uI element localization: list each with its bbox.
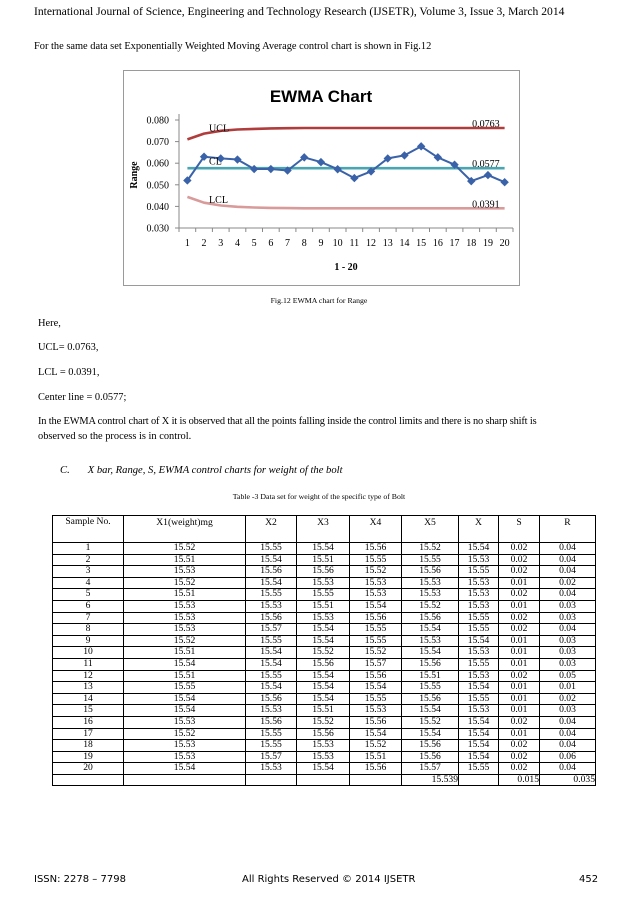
- table-cell: 15.53: [402, 577, 459, 589]
- table-cell: 0.03: [540, 658, 596, 670]
- table-cell: 0.04: [540, 543, 596, 555]
- table-cell: 15.53: [297, 577, 350, 589]
- x-tick-label: 18: [466, 238, 477, 249]
- x-axis-label: 1 - 20: [334, 262, 358, 273]
- table-cell: 0.01: [499, 658, 540, 670]
- table-cell: 10: [53, 647, 124, 659]
- ewma-data-point: [500, 178, 508, 186]
- table-cell: 15.55: [246, 728, 297, 740]
- table-cell: 15.54: [246, 682, 297, 694]
- column-header: X1(weight)mg: [124, 516, 246, 543]
- chart-title: EWMA Chart: [269, 87, 373, 106]
- table-cell: 18: [53, 740, 124, 752]
- table-cell: 15.55: [459, 624, 499, 636]
- table-cell: 15.53: [350, 577, 402, 589]
- ewma-data-point: [317, 158, 325, 166]
- table-cell: 15.53: [402, 635, 459, 647]
- table-cell: 15.55: [350, 635, 402, 647]
- x-tick-label: 7: [285, 238, 291, 249]
- table-cell: 15.55: [124, 682, 246, 694]
- table-cell: 11: [53, 658, 124, 670]
- table-caption: Table -3 Data set for weight of the specific type of Bolt: [232, 492, 406, 501]
- table-row: [53, 624, 596, 636]
- table-cell: 15.54: [459, 740, 499, 752]
- table-cell: 15.51: [402, 670, 459, 682]
- control-line-label: LCL: [209, 195, 228, 207]
- table-row: [53, 728, 596, 740]
- table-cell: 15.55: [459, 566, 499, 578]
- table-cell: 15.53: [297, 612, 350, 624]
- table-cell: 15.53: [297, 751, 350, 763]
- table-cell: 0.02: [540, 693, 596, 705]
- table-cell: 0.01: [499, 635, 540, 647]
- ewma-data-point: [350, 174, 358, 182]
- table-row: [53, 566, 596, 578]
- figure-caption: Fig.12 EWMA chart for Range: [270, 296, 368, 305]
- table-cell: 15.51: [297, 600, 350, 612]
- table-cell: 15.56: [246, 716, 297, 728]
- table-cell: 15.54: [402, 624, 459, 636]
- table-cell: 0.01: [499, 682, 540, 694]
- table-cell: 0.01: [499, 577, 540, 589]
- x-tick-label: 9: [318, 238, 324, 249]
- table-cell: 15: [53, 705, 124, 717]
- table-cell: 15.56: [246, 612, 297, 624]
- table-cell: 0.02: [499, 543, 540, 555]
- column-header: S: [499, 516, 540, 543]
- table-cell: 0.01: [499, 693, 540, 705]
- table-cell: 15.53: [459, 705, 499, 717]
- table-cell: 15.55: [246, 543, 297, 555]
- table-cell: 16: [53, 716, 124, 728]
- table-cell: 15.54: [297, 763, 350, 775]
- table-cell: 15.54: [124, 705, 246, 717]
- table-cell: 15.53: [246, 600, 297, 612]
- center-line-text: Center line = 0.0577;: [38, 392, 127, 403]
- x-tick-label: 15: [416, 238, 427, 249]
- column-header: X3: [297, 516, 350, 543]
- table-cell: 0.03: [540, 705, 596, 717]
- table-cell: 15.55: [246, 740, 297, 752]
- lcl-value-text: LCL = 0.0391,: [38, 367, 100, 378]
- table-cell: 15.52: [350, 740, 402, 752]
- table-cell: 0.04: [540, 589, 596, 601]
- column-header: X5: [402, 516, 459, 543]
- x-tick-label: 4: [234, 238, 240, 249]
- table-cell: 15.56: [402, 740, 459, 752]
- table-cell: 8: [53, 624, 124, 636]
- table-body: [53, 543, 596, 786]
- table-cell: 15.56: [402, 658, 459, 670]
- ewma-data-point: [250, 165, 258, 173]
- table-cell: 15.53: [297, 740, 350, 752]
- table-cell: 15.55: [297, 589, 350, 601]
- table-cell: 12: [53, 670, 124, 682]
- table-cell: 1: [53, 543, 124, 555]
- table-cell: 15.55: [246, 589, 297, 601]
- table-cell: 15.55: [246, 670, 297, 682]
- here-text: Here,: [38, 318, 61, 329]
- footer-issn: ISSN: 2278 – 7798: [34, 874, 126, 885]
- table-cell: 15.56: [402, 566, 459, 578]
- table-row: [53, 740, 596, 752]
- table-cell: 4: [53, 577, 124, 589]
- table-cell: 15.54: [246, 577, 297, 589]
- x-tick-label: 2: [201, 238, 207, 249]
- table-cell: 15.54: [246, 658, 297, 670]
- summary-cell: [350, 774, 402, 786]
- y-tick-label: 0.030: [146, 223, 169, 235]
- table-cell: 15.54: [459, 682, 499, 694]
- table-cell: 15.54: [350, 682, 402, 694]
- control-line-label: UCL: [209, 123, 230, 135]
- table-cell: 15.53: [459, 589, 499, 601]
- table-cell: 15.55: [350, 693, 402, 705]
- paragraph-line-1: In the EWMA control chart of X it is observed that all the points falling inside the control limits and there is no sharp shift is: [38, 416, 537, 427]
- table-row: [53, 635, 596, 647]
- table-cell: 15.52: [297, 716, 350, 728]
- table-cell: 15.54: [246, 554, 297, 566]
- column-header: X: [459, 516, 499, 543]
- column-header: R: [540, 516, 596, 543]
- table-cell: 0.03: [540, 600, 596, 612]
- footer-rights: All Rights Reserved © 2014 IJSETR: [242, 874, 416, 885]
- table-cell: 15.54: [459, 728, 499, 740]
- table-cell: 15.56: [350, 543, 402, 555]
- table-cell: 15.54: [297, 682, 350, 694]
- table-cell: 0.04: [540, 554, 596, 566]
- x-tick-label: 17: [449, 238, 460, 249]
- table-cell: 15.54: [297, 635, 350, 647]
- table-cell: 15.54: [402, 728, 459, 740]
- table-cell: 0.04: [540, 624, 596, 636]
- table-cell: 15.54: [124, 693, 246, 705]
- table-cell: 0.01: [499, 728, 540, 740]
- table-cell: 15.56: [297, 566, 350, 578]
- table-cell: 15.57: [402, 763, 459, 775]
- summary-cell: [246, 774, 297, 786]
- table-cell: 0.04: [540, 728, 596, 740]
- y-tick-label: 0.070: [146, 137, 169, 149]
- x-tick-label: 8: [301, 238, 307, 249]
- table-cell: 15.52: [402, 716, 459, 728]
- x-tick-label: 5: [251, 238, 257, 249]
- table-cell: 9: [53, 635, 124, 647]
- table-cell: 5: [53, 589, 124, 601]
- ewma-data-point: [267, 165, 275, 173]
- table-cell: 15.53: [124, 566, 246, 578]
- table-cell: 0.06: [540, 751, 596, 763]
- section-heading: [60, 465, 343, 476]
- table-cell: 15.53: [459, 577, 499, 589]
- table-cell: 15.56: [246, 566, 297, 578]
- table-cell: 15.54: [402, 705, 459, 717]
- table-cell: 15.55: [459, 763, 499, 775]
- table-cell: 15.53: [459, 647, 499, 659]
- table-cell: 15.54: [297, 624, 350, 636]
- table-cell: 15.56: [350, 670, 402, 682]
- summary-cell: [459, 774, 499, 786]
- table-cell: 15.52: [350, 566, 402, 578]
- table-cell: 15.53: [350, 589, 402, 601]
- table-cell: 0.02: [499, 624, 540, 636]
- table-cell: 15.56: [402, 693, 459, 705]
- table-cell: 15.54: [297, 693, 350, 705]
- ewma-data-point: [233, 155, 241, 163]
- y-tick-label: 0.080: [146, 115, 169, 127]
- ewma-chart: [123, 70, 520, 286]
- table-row: [53, 682, 596, 694]
- table-cell: 0.01: [499, 600, 540, 612]
- table-cell: 15.57: [246, 751, 297, 763]
- table-cell: 15.53: [124, 600, 246, 612]
- table-cell: 15.53: [459, 670, 499, 682]
- table-summary-row: [53, 774, 596, 786]
- x-tick-label: 12: [366, 238, 377, 249]
- table-cell: 0.02: [499, 566, 540, 578]
- table-cell: 0.02: [499, 751, 540, 763]
- table-cell: 15.52: [124, 635, 246, 647]
- table-cell: 15.53: [124, 740, 246, 752]
- table-cell: 15.55: [350, 624, 402, 636]
- table-cell: 15.53: [402, 589, 459, 601]
- table-row: [53, 600, 596, 612]
- table-cell: 15.55: [459, 658, 499, 670]
- section-number: C.: [60, 465, 70, 476]
- control-line-label: CL: [209, 156, 222, 168]
- table-cell: 15.55: [402, 682, 459, 694]
- table-cell: 15.56: [350, 716, 402, 728]
- journal-header: International Journal of Science, Engineering and Technology Research (IJSETR), Volume 3, Issue 3, March 2014: [34, 5, 565, 18]
- x-tick-label: 1: [184, 238, 190, 249]
- x-tick-label: 13: [382, 238, 393, 249]
- table-cell: 20: [53, 763, 124, 775]
- table-cell: 15.51: [124, 554, 246, 566]
- table-cell: 15.53: [246, 763, 297, 775]
- column-header: X2: [246, 516, 297, 543]
- column-header: X4: [350, 516, 402, 543]
- control-value-label: 0.0763: [472, 118, 500, 130]
- table-cell: 15.54: [297, 543, 350, 555]
- table-cell: 15.54: [246, 647, 297, 659]
- table-cell: 0.05: [540, 670, 596, 682]
- table-row: [53, 658, 596, 670]
- x-tick-label: 20: [499, 238, 510, 249]
- table-row: [53, 589, 596, 601]
- table-cell: 15.51: [350, 751, 402, 763]
- table-cell: 0.01: [499, 705, 540, 717]
- table-cell: 0.04: [540, 740, 596, 752]
- table-cell: 0.01: [540, 682, 596, 694]
- table-cell: 0.02: [499, 554, 540, 566]
- table-row: [53, 612, 596, 624]
- table-cell: 0.02: [499, 612, 540, 624]
- x-tick-label: 11: [349, 238, 360, 249]
- table-row: [53, 751, 596, 763]
- ewma-chart-svg: [124, 71, 519, 285]
- table-row: [53, 647, 596, 659]
- table-cell: 15.52: [402, 543, 459, 555]
- table-cell: 15.53: [459, 554, 499, 566]
- series-line-lcl: [187, 197, 504, 211]
- x-tick-label: 6: [268, 238, 274, 249]
- ewma-data-point: [484, 171, 492, 179]
- table-cell: 15.51: [124, 589, 246, 601]
- table-cell: 15.52: [402, 600, 459, 612]
- footer-page-number: 452: [579, 874, 599, 885]
- table-cell: 14: [53, 693, 124, 705]
- x-tick-label: 3: [218, 238, 224, 249]
- y-tick-label: 0.040: [146, 201, 169, 213]
- table-row: [53, 670, 596, 682]
- table-cell: 15.54: [124, 658, 246, 670]
- table-cell: 15.53: [246, 705, 297, 717]
- summary-cell: [124, 774, 246, 786]
- column-header: Sample No.: [53, 516, 124, 543]
- x-tick-label: 19: [482, 238, 493, 249]
- table-row: [53, 716, 596, 728]
- table-cell: 15.55: [350, 554, 402, 566]
- table-cell: 15.54: [350, 600, 402, 612]
- table-cell: 15.55: [459, 693, 499, 705]
- table-cell: 15.53: [124, 751, 246, 763]
- table-cell: 0.02: [499, 763, 540, 775]
- table-cell: 15.52: [297, 647, 350, 659]
- table-cell: 2: [53, 554, 124, 566]
- ewma-data-point: [333, 165, 341, 173]
- table-cell: 15.56: [246, 693, 297, 705]
- table-cell: 15.54: [350, 728, 402, 740]
- table-cell: 15.52: [124, 728, 246, 740]
- table-cell: 0.03: [540, 612, 596, 624]
- table-cell: 15.54: [459, 751, 499, 763]
- table-cell: 0.02: [540, 577, 596, 589]
- table-cell: 0.04: [540, 763, 596, 775]
- table-cell: 0.02: [499, 589, 540, 601]
- table-cell: 15.52: [350, 647, 402, 659]
- summary-cell: 15.539: [402, 774, 459, 786]
- table-cell: 15.51: [297, 554, 350, 566]
- table-cell: 0.04: [540, 716, 596, 728]
- table-cell: 15.51: [124, 647, 246, 659]
- paragraph-line-2: observed so the process is in control.: [38, 431, 192, 442]
- table-row: [53, 577, 596, 589]
- table-cell: 0.03: [540, 635, 596, 647]
- table-cell: 15.54: [459, 716, 499, 728]
- summary-cell: [297, 774, 350, 786]
- table-cell: 15.51: [124, 670, 246, 682]
- y-tick-label: 0.060: [146, 158, 169, 170]
- table-cell: 15.53: [124, 624, 246, 636]
- table-cell: 15.53: [124, 716, 246, 728]
- table-row: [53, 693, 596, 705]
- table-cell: 15.52: [124, 577, 246, 589]
- table-cell: 15.56: [402, 751, 459, 763]
- table-row: [53, 543, 596, 555]
- table-cell: 15.53: [459, 600, 499, 612]
- table-cell: 15.56: [402, 612, 459, 624]
- data-table: [52, 515, 596, 786]
- intro-text: For the same data set Exponentially Weighted Moving Average control chart is shown in Fig.12: [34, 41, 432, 52]
- table-cell: 13: [53, 682, 124, 694]
- section-title: X bar, Range, S, EWMA control charts for weight of the bolt: [87, 465, 343, 476]
- table-cell: 15.55: [459, 612, 499, 624]
- x-tick-label: 16: [432, 238, 443, 249]
- summary-cell: 0.035: [540, 774, 596, 786]
- table-cell: 0.04: [540, 566, 596, 578]
- table-row: [53, 554, 596, 566]
- table-cell: 15.54: [297, 670, 350, 682]
- table-cell: 15.57: [246, 624, 297, 636]
- table-cell: 15.53: [124, 612, 246, 624]
- table-cell: 19: [53, 751, 124, 763]
- y-axis-label: Range: [129, 161, 140, 189]
- table-cell: 0.01: [499, 647, 540, 659]
- control-value-label: 0.0577: [472, 159, 500, 171]
- table-cell: 0.02: [499, 740, 540, 752]
- table-cell: 15.54: [459, 543, 499, 555]
- table-cell: 3: [53, 566, 124, 578]
- summary-cell: [53, 774, 124, 786]
- table-header-row: [53, 516, 596, 543]
- table-cell: 0.03: [540, 647, 596, 659]
- y-tick-label: 0.050: [146, 180, 169, 192]
- table-cell: 15.56: [297, 728, 350, 740]
- ucl-value-text: UCL= 0.0763,: [38, 342, 99, 353]
- table-cell: 15.55: [246, 635, 297, 647]
- table-cell: 15.56: [350, 612, 402, 624]
- table-cell: 7: [53, 612, 124, 624]
- table-cell: 15.51: [297, 705, 350, 717]
- x-tick-label: 14: [399, 238, 410, 249]
- table-cell: 15.54: [459, 635, 499, 647]
- control-value-label: 0.0391: [472, 199, 500, 211]
- table-cell: 0.02: [499, 716, 540, 728]
- table-cell: 15.56: [350, 763, 402, 775]
- table-cell: 17: [53, 728, 124, 740]
- table-cell: 15.55: [402, 554, 459, 566]
- ewma-data-point: [400, 151, 408, 159]
- table-cell: 15.54: [402, 647, 459, 659]
- table-cell: 15.52: [124, 543, 246, 555]
- table-cell: 15.57: [350, 658, 402, 670]
- series-line-ucl: [187, 128, 504, 139]
- summary-cell: 0.015: [499, 774, 540, 786]
- x-tick-label: 10: [332, 238, 343, 249]
- table-cell: 15.53: [350, 705, 402, 717]
- table-row: [53, 705, 596, 717]
- table-cell: 6: [53, 600, 124, 612]
- table-cell: 15.56: [297, 658, 350, 670]
- table-row: [53, 763, 596, 775]
- table-cell: 0.02: [499, 670, 540, 682]
- table-cell: 15.54: [124, 763, 246, 775]
